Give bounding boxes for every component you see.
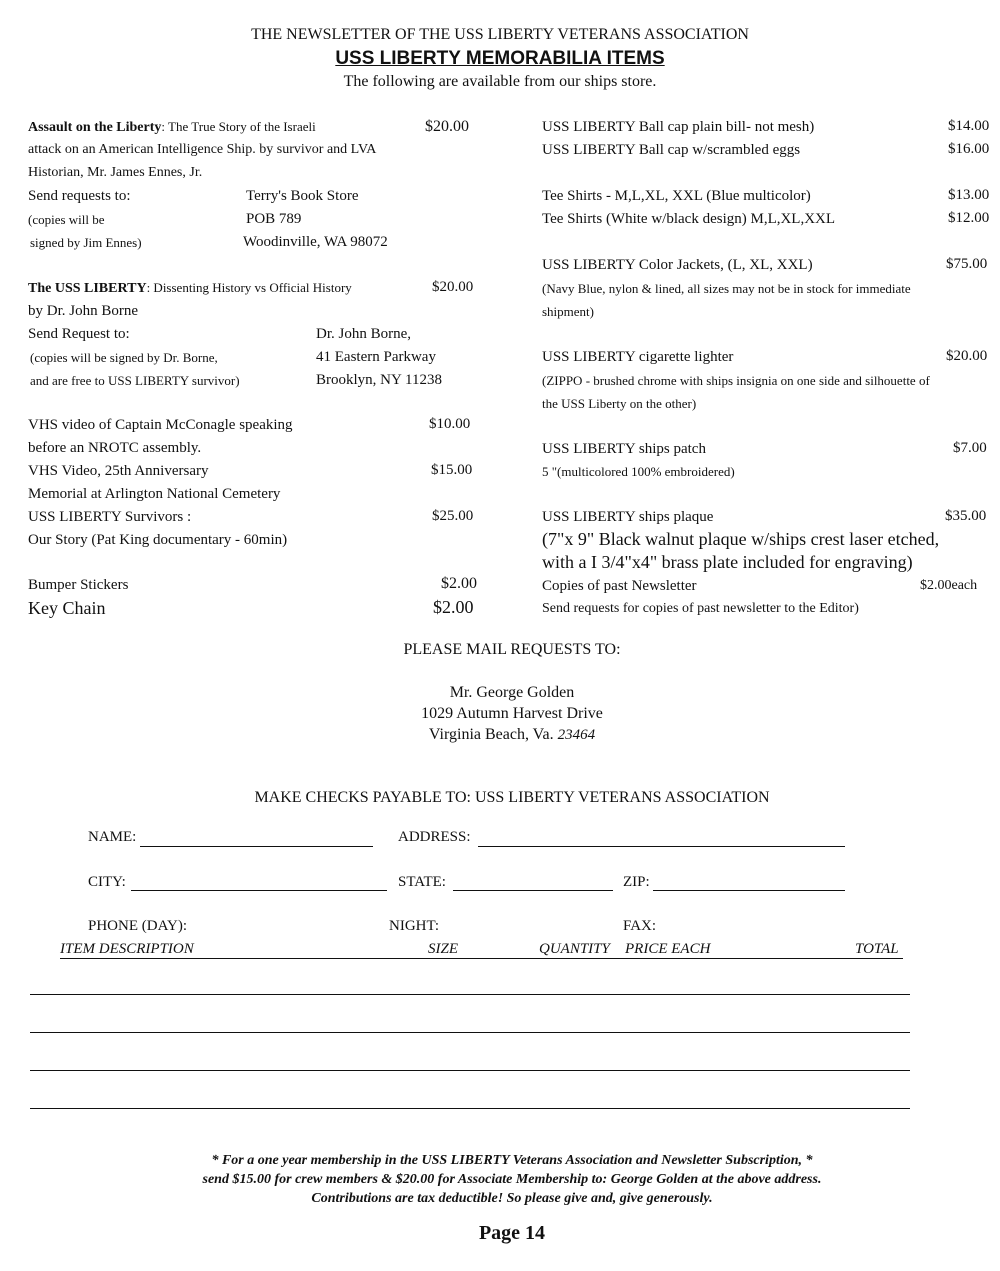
dissent-addr2: 41 Eastern Parkway — [316, 349, 436, 365]
newsletter-note: Send requests for copies of past newsletter to the Editor) — [542, 601, 859, 616]
assault-line1 — [28, 119, 316, 136]
mail-zip: 23464 — [557, 727, 596, 743]
city-field[interactable] — [131, 890, 387, 891]
col-size: SIZE — [428, 941, 458, 957]
fax-label: FAX: — [623, 918, 657, 934]
state-label: STATE: — [398, 874, 446, 890]
bumper-label: Bumper Stickers — [28, 577, 129, 593]
zip-field[interactable] — [653, 890, 845, 891]
assault-addr3: Woodinville, WA 98072 — [243, 234, 388, 250]
assault-copies1: (copies will be — [28, 212, 105, 227]
vhs1-line1: VHS video of Captain McConagle speaking — [28, 417, 293, 433]
col-price-each: PRICE EACH — [625, 941, 711, 957]
plaque-note1: (7"x 9" Black walnut plaque w/ships crest laser etched, — [542, 529, 940, 549]
cap2-price: $16.00 — [948, 141, 990, 157]
lighter-price: $20.00 — [946, 348, 988, 364]
checks-payable: MAKE CHECKS PAYABLE TO: USS LIBERTY VETERANS ASSOCIATION — [254, 789, 770, 806]
col-quantity: QUANTITY — [539, 941, 610, 957]
order-row-line[interactable] — [30, 1032, 910, 1033]
dissent-price: $20.00 — [432, 279, 474, 295]
plaque-note2: with a I 3/4"x4" brass plate included for engraving) — [542, 552, 913, 572]
col-total: TOTAL — [855, 941, 899, 957]
assault-copies2: signed by Jim Ennes) — [30, 235, 142, 250]
order-row-line[interactable] — [30, 1108, 910, 1109]
city-label: CITY: — [88, 874, 126, 890]
assault-line3: Historian, Mr. James Ennes, Jr. — [28, 165, 203, 180]
survivors-line1: USS LIBERTY Survivors : — [28, 509, 192, 525]
assault-line2: attack on an American Intelligence Ship. by survivor and LVA — [28, 142, 377, 157]
address-field[interactable] — [478, 846, 845, 847]
patch-price: $7.00 — [953, 440, 987, 456]
tee1-label: Tee Shirts - M,L,XL, XXL (Blue multicolor) — [542, 188, 811, 204]
jacket-price: $75.00 — [946, 256, 988, 272]
tee2-label: Tee Shirts (White w/black design) M,L,XL,XXL — [542, 211, 836, 227]
dissent-desc: : Dissenting History vs Official History — [146, 280, 352, 295]
keychain-price: $2.00 — [433, 597, 474, 617]
assault-price: $20.00 — [425, 118, 469, 135]
jacket-note2: shipment) — [542, 304, 594, 319]
address-label: ADDRESS: — [398, 829, 471, 845]
newsletter-label: Copies of past Newsletter — [542, 578, 697, 594]
page-number: Page 14 — [478, 1222, 546, 1244]
intro-text: The following are available from our ships store. — [343, 73, 657, 90]
mail-street: 1029 Autumn Harvest Drive — [421, 705, 603, 722]
patch-note: 5 "(multicolored 100% embroidered) — [542, 464, 735, 479]
dissent-copies2: and are free to USS LIBERTY survivor) — [30, 373, 240, 388]
vhs1-price: $10.00 — [429, 416, 471, 432]
dissent-copies1: (copies will be signed by Dr. Borne, — [30, 350, 218, 365]
vhs2-line2: Memorial at Arlington National Cemetery — [28, 486, 281, 502]
name-label: NAME: — [88, 829, 137, 845]
night-label: NIGHT: — [389, 918, 440, 934]
survivors-line2: Our Story (Pat King documentary - 60min) — [28, 532, 288, 548]
dissent-title: The USS LIBERTY — [28, 281, 147, 296]
assault-addr2: POB 789 — [246, 211, 302, 227]
state-field[interactable] — [453, 890, 613, 891]
mail-heading: PLEASE MAIL REQUESTS TO: — [403, 641, 621, 658]
col-item-description: ITEM DESCRIPTION — [60, 941, 194, 957]
patch-label: USS LIBERTY ships patch — [542, 441, 706, 457]
lighter-note1: (ZIPPO - brushed chrome with ships insignia on one side and silhouette of — [542, 373, 930, 388]
page-heading: USS LIBERTY MEMORABILIA ITEMS — [335, 48, 665, 69]
footer-line2: send $15.00 for crew members & $20.00 for Associate Membership to: George Golden at the above address. — [202, 1172, 822, 1187]
mail-name: Mr. George Golden — [449, 684, 575, 701]
cap2-label: USS LIBERTY Ball cap w/scrambled eggs — [542, 142, 801, 158]
dissent-addr1: Dr. John Borne, — [316, 326, 411, 342]
dissent-line2: by Dr. John Borne — [28, 303, 138, 319]
name-field[interactable] — [140, 846, 373, 847]
survivors-price: $25.00 — [432, 508, 474, 524]
jacket-note1: (Navy Blue, nylon & lined, all sizes may not be in stock for immediate — [542, 281, 911, 296]
assault-addr1: Terry's Book Store — [246, 188, 359, 204]
tee1-price: $13.00 — [948, 187, 990, 203]
dissent-send: Send Request to: — [28, 326, 130, 342]
assault-title: Assault on the Liberty — [28, 120, 162, 135]
lighter-note2: the USS Liberty on the other) — [542, 396, 697, 411]
vhs2-line1: VHS Video, 25th Anniversary — [28, 463, 209, 479]
newsletter-price: $2.00each — [920, 578, 978, 593]
plaque-price: $35.00 — [945, 508, 987, 524]
lighter-label: USS LIBERTY cigarette lighter — [542, 349, 734, 365]
order-row-line[interactable] — [30, 1070, 910, 1071]
assault-send: Send requests to: — [28, 188, 131, 204]
dissent-addr3: Brooklyn, NY 11238 — [316, 372, 442, 388]
mail-city: Virginia Beach, Va. — [428, 726, 558, 743]
dissent-line1 — [28, 280, 352, 297]
tee2-price: $12.00 — [948, 210, 990, 226]
newsletter-title: THE NEWSLETTER OF THE USS LIBERTY VETERANS ASSOCIATION — [251, 26, 749, 43]
assault-desc: : The True Story of the Israeli — [161, 119, 316, 134]
order-row-line[interactable] — [30, 994, 910, 995]
vhs2-price: $15.00 — [431, 462, 473, 478]
plaque-label: USS LIBERTY ships plaque — [542, 509, 714, 525]
footer-line3: Contributions are tax deductible! So please give and, give generously. — [311, 1191, 713, 1206]
vhs1-line2: before an NROTC assembly. — [28, 440, 202, 456]
bumper-price: $2.00 — [441, 575, 477, 592]
header-underline — [60, 958, 903, 959]
cap1-label: USS LIBERTY Ball cap plain bill- not mesh) — [542, 119, 815, 135]
cap1-price: $14.00 — [948, 118, 990, 134]
zip-label: ZIP: — [623, 874, 650, 890]
mail-city-line — [12, 726, 1000, 744]
phone-label: PHONE (DAY): — [88, 918, 188, 934]
jacket-label: USS LIBERTY Color Jackets, (L, XL, XXL) — [542, 257, 813, 273]
footer-line1: * For a one year membership in the USS LIBERTY Veterans Association and Newsletter Subscription, * — [211, 1153, 813, 1168]
keychain-label: Key Chain — [28, 598, 106, 618]
